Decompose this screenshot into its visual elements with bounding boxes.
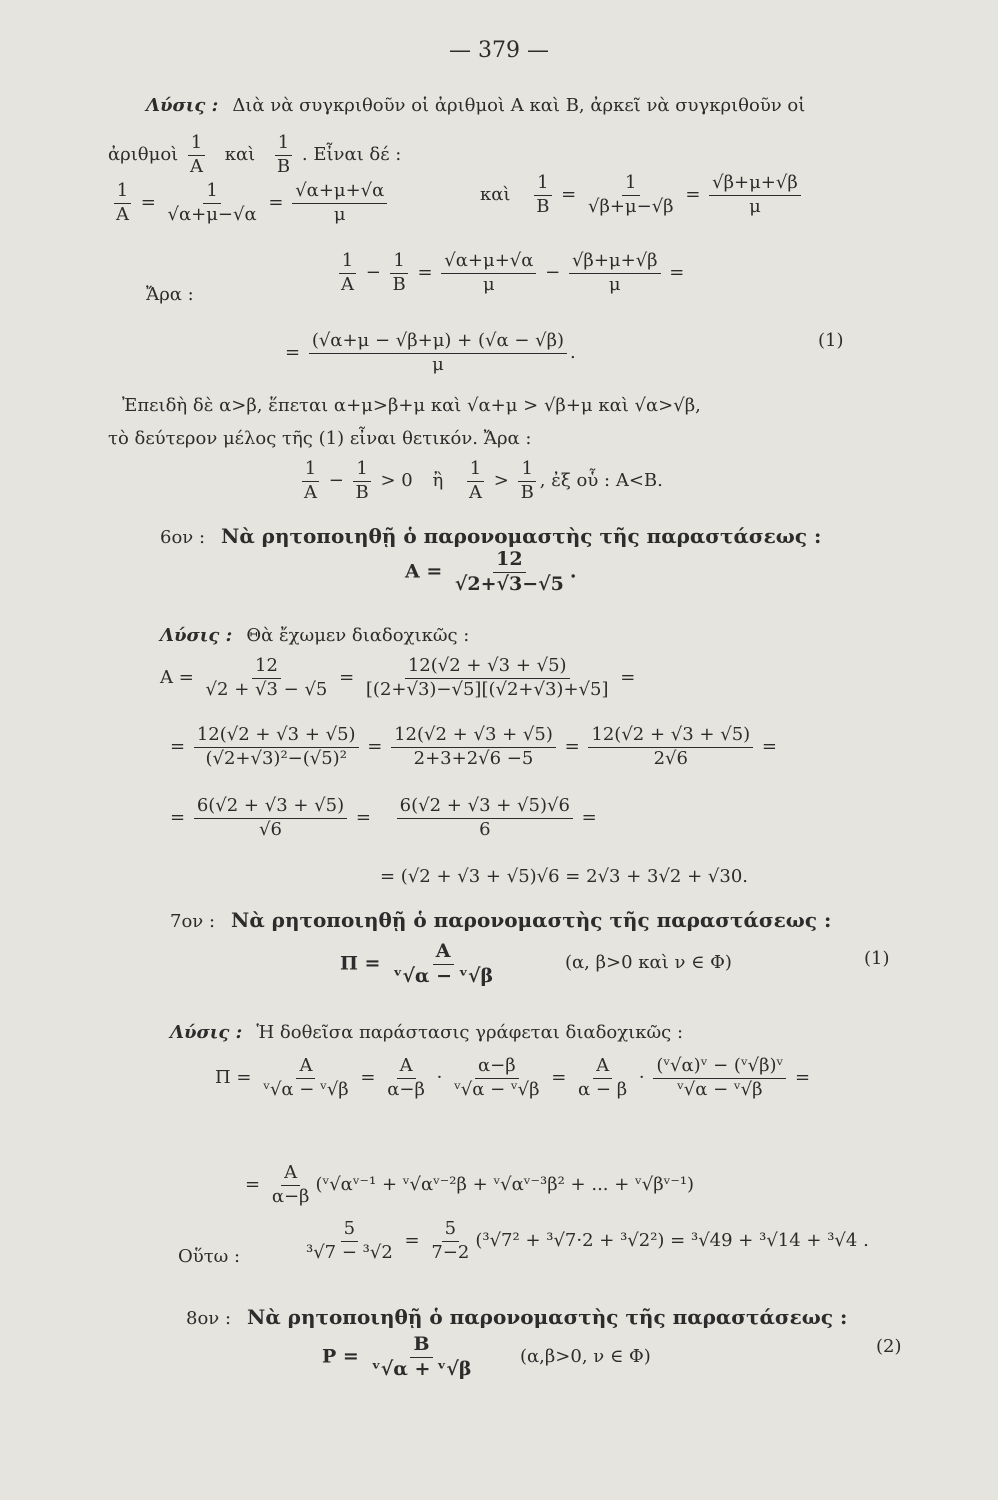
fraction [397, 795, 573, 841]
denominator: (√2+√3)²−(√5)² [205, 747, 347, 769]
solution-label: Λύσις : [170, 1022, 243, 1043]
solution-6-row-1: Α = $\frac{12}{√2 + √3 - √5}$ = $\frac{12(√2 + √3 + √5)}{[(2+√3)-√5][(√2+√3)+√5]}$ = [160, 655, 636, 700]
fraction [113, 180, 132, 226]
fraction [451, 1055, 542, 1101]
fraction [338, 250, 357, 296]
denominator: Β [276, 155, 291, 177]
exercise-text: Νὰ ρητοποιηθῇ ὁ παρονομαστὴς τῆς παραστάσεως : [231, 908, 832, 932]
or-word: ἢ [432, 470, 444, 491]
equation-6: Α = $\frac{12}{√2+√3-√5}$ . [405, 548, 577, 595]
numerator: Α [296, 1055, 315, 1079]
fraction [292, 180, 387, 226]
denominator: ³√7 − ³√2 [306, 1241, 393, 1263]
equation-tag-1: (1) [818, 330, 844, 351]
fraction [194, 724, 359, 770]
numerator: 1 [203, 180, 220, 204]
exercise-number: 7ον : [170, 911, 216, 932]
denominator: 6 [479, 818, 491, 840]
numerator: 12 [493, 548, 525, 573]
exercise-text: Νὰ ρητοποιηθῇ ὁ παρονομαστὴς τῆς παραστάσεως : [221, 524, 822, 548]
fraction [588, 724, 753, 770]
numerator: 1 [353, 458, 370, 482]
exercise-6-heading [160, 524, 821, 548]
solution-label: Λύσις : [160, 625, 233, 646]
numerator: √β+μ+√β [569, 250, 661, 274]
numerator: (√α+μ − √β+μ) + (√α − √β) [309, 330, 567, 354]
solution-text: Ἡ δοθεῖσα παράστασις γράφεται διαδοχικῶς : [256, 1022, 684, 1043]
denominator: √α+μ−√α [167, 203, 257, 225]
fraction [309, 330, 567, 376]
numerator: 12(√2 + √3 + √5) [391, 724, 556, 748]
denominator: ᵛ√α − ᵛ√β [263, 1078, 349, 1100]
fraction [452, 548, 567, 597]
fraction [269, 1162, 313, 1208]
solution-7-row-3: $\frac{5}{\text{³√7 − ³√2}}$ = $\frac{5}{7-2}$ (³√7² + ³√7·2 + ³√2²) = ³√49 + ³√14 + ³√4 . [300, 1218, 869, 1264]
denominator: Β [536, 195, 550, 217]
denominator: ᵛ√α − ᵛ√β [393, 964, 494, 987]
numerator: √α+μ+√α [292, 180, 387, 204]
numerator: Α [397, 1055, 416, 1079]
numerator: √β+μ+√β [709, 172, 801, 196]
fraction [585, 172, 677, 218]
equation-tag-8: (2) [876, 1336, 902, 1357]
fraction [709, 172, 801, 218]
lhs: P = [322, 1345, 359, 1368]
since-line-2: τὸ δεύτερον μέλος τῆς (1) εἶναι θετικόν. Ἄρα : [108, 428, 532, 449]
sum-expression: (ᵛ√αᵛ⁻¹ + ᵛ√αᵛ⁻²β + ᵛ√αᵛ⁻³β² + ... + ᵛ√βᵛ⁻¹) [315, 1174, 695, 1195]
equation-tag-7: (1) [864, 948, 890, 969]
page-number: — 379 — [449, 38, 549, 63]
solution-text: Θὰ ἔχωμεν διαδοχικῶς : [246, 625, 470, 646]
numerator: Α [281, 1162, 300, 1186]
intro-line-1 [146, 95, 805, 116]
denominator: α−β [271, 1185, 310, 1207]
solution-7-row-2: = $\frac{A}{\alpha-\beta}$ (ᵛ√αᵛ⁻¹ + ᵛ√αᵛ⁻²β + ᵛ√αᵛ⁻³β² + ... + ᵛ√βᵛ⁻¹) [245, 1162, 695, 1207]
fraction [518, 458, 537, 504]
denominator: ᵛ√α + ᵛ√β [371, 1357, 472, 1380]
fraction [390, 250, 409, 296]
conjunction: καὶ [480, 184, 511, 205]
denominator: ᵛ√α − ᵛ√β [454, 1078, 540, 1100]
exercise-8-heading [186, 1305, 847, 1329]
fraction [466, 458, 485, 504]
denominator: μ [749, 195, 761, 217]
denominator: Β [355, 481, 369, 503]
lhs: Α = [405, 560, 443, 583]
numerator: 12 [252, 655, 281, 679]
exercise-text: Νὰ ρητοποιηθῇ ὁ παρονομαστὴς τῆς παραστάσεως : [247, 1305, 848, 1329]
sum-expression: (³√7² + ³√7·2 + ³√2²) = ³√49 + ³√14 + ³√4 . [475, 1230, 869, 1251]
condition-8: (α,β>0, ν ∈ Φ) [520, 1346, 651, 1367]
outo-label: Οὕτω : [178, 1246, 241, 1267]
numerator: Β [410, 1333, 432, 1358]
lhs: Α = [160, 667, 194, 688]
denominator: Α [304, 481, 317, 503]
denominator: √β+μ−√β [587, 195, 674, 217]
numerator: 1 [302, 458, 319, 482]
equation-inverse-a: $\frac{1}{A}$ = $\frac{1}{√\alpha+\mu-√\alpha}$ = $\frac{√\alpha+\mu+√\alpha}{\mu}$ [110, 180, 390, 226]
numerator: 1 [534, 172, 551, 196]
solution-label: Λύσις : [146, 95, 219, 116]
denominator: 2√6 [653, 747, 688, 769]
exercise-number: 8ον : [186, 1308, 232, 1329]
denominator: α−β [387, 1078, 425, 1100]
denominator: μ [432, 353, 444, 375]
intro-text-post: . Εἶναι δέ : [301, 144, 402, 165]
numerator: 1 [467, 458, 484, 482]
intro-text: Διὰ νὰ συγκριθοῦν οἱ ἀριθμοὶ Α καὶ Β, ἀρκεῖ νὰ συγκριθοῦν οἱ [232, 95, 806, 116]
condition-7: (α, β>0 καὶ ν ∈ Φ) [565, 952, 732, 973]
numerator: Α [433, 940, 454, 965]
numerator: 1 [188, 132, 205, 156]
denominator: μ [608, 273, 621, 295]
denominator: ᵛ√α − ᵛ√β [677, 1078, 763, 1100]
conclusion-text: , ἐξ οὗ : Α<Β. [539, 470, 663, 491]
solution-7-row-1: Π = $\frac{A}{\text{ᵛ√α − ᵛ√β}}$ = $\frac{A}{\alpha-\beta}$ · $\frac{\alpha-\beta}{\text{ᵛ√α − ᵛ√β}}$ = $\frac{A}{\alpha - \beta}$ · $\frac{\text{(ᵛ√α)ᵛ − (ᵛ√β)ᵛ}}{\text{ᵛ√α − ᵛ√β}}$ = [215, 1055, 811, 1100]
numerator: 1 [622, 172, 639, 196]
solution-6-row-4: = (√2 + √3 + √5)√6 = 2√3 + 3√2 + √30. [380, 866, 749, 887]
numerator: 1 [339, 250, 356, 274]
numerator: 5 [442, 1218, 459, 1242]
lhs: Π = [215, 1067, 252, 1088]
fraction [575, 1055, 630, 1101]
numerator: 12(√2 + √3 + √5) [194, 724, 359, 748]
equation-difference: $\frac{1}{A}$ − $\frac{1}{B}$ = $\frac{√\alpha+\mu+√\alpha}{\mu}$ − $\frac{√\beta+\mu+√\beta}{\mu}$ = [335, 250, 684, 296]
numerator: 12(√2 + √3 + √5) [588, 724, 753, 748]
solution-6-row-2: = $\frac{12(√2 + √3 + √5)}{\text{(√2+√3)²−(√5)²}}$ = $\frac{12(√2 + √3 + √5)}{2+3+2√6 -5}$ = $\frac{12(√2 + √3 + √5)}{2√6}$ = [170, 724, 777, 769]
fraction [274, 132, 293, 178]
numerator: 1 [114, 180, 131, 204]
denominator: Α [189, 155, 203, 177]
fraction [301, 458, 320, 504]
denominator: α − β [578, 1078, 628, 1100]
intro-line-2 [108, 132, 401, 178]
equation-8 [322, 1333, 477, 1382]
fraction [368, 1333, 474, 1382]
fraction [391, 724, 556, 770]
equation-7 [340, 940, 499, 989]
fraction [569, 250, 661, 296]
numerator: √α+μ+√α [441, 250, 536, 274]
numerator: 1 [390, 250, 407, 274]
solution-6-intro [160, 625, 469, 646]
exercise-number: 6ον : [160, 527, 206, 548]
fraction [187, 132, 206, 178]
intro-text-pre: ἀριθμοὶ [108, 144, 179, 165]
denominator: μ [483, 273, 495, 295]
fraction [384, 1055, 428, 1101]
denominator: 7−2 [431, 1241, 470, 1263]
numerator: 6(√2 + √3 + √5) [194, 795, 347, 819]
fraction [353, 458, 372, 504]
fraction [260, 1055, 351, 1101]
denominator: μ [333, 203, 346, 225]
denominator: Β [520, 481, 534, 503]
fraction [428, 1218, 472, 1264]
numerator: (ᵛ√α)ᵛ − (ᵛ√β)ᵛ [653, 1055, 786, 1079]
fraction [363, 655, 612, 701]
denominator: Β [392, 273, 406, 295]
equation-inverse-b: καὶ $\frac{1}{B}$ = $\frac{1}{√\beta+\mu-√\beta}$ = $\frac{√\beta+\mu+√\beta}{\mu}$ [480, 172, 804, 218]
ara-label: Ἄρα : [146, 284, 194, 305]
numerator: 1 [518, 458, 535, 482]
numerator: α−β [475, 1055, 519, 1079]
fraction [165, 180, 260, 226]
numerator: 12(√2 + √3 + √5) [405, 655, 570, 679]
fraction [653, 1055, 786, 1101]
fraction [390, 940, 496, 989]
since-line-1: Ἐπειδὴ δὲ α>β, ἕπεται α+μ>β+μ καὶ √α+μ > √β+μ καὶ √α>√β, [122, 395, 701, 416]
lhs: Π = [340, 952, 381, 975]
fraction [533, 172, 552, 218]
exercise-7-heading [170, 908, 831, 932]
conjunction: καὶ [224, 144, 256, 165]
numerator: Α [593, 1055, 612, 1079]
numerator: 6(√2 + √3 + √5)√6 [397, 795, 573, 819]
denominator: Α [341, 273, 354, 295]
equation-1: = $\frac{(√\alpha+\mu - √\beta+\mu) + (√\alpha - √\beta)}{\mu}$ . [285, 330, 576, 375]
fraction [441, 250, 536, 296]
denominator: [(2+√3)−√5][(√2+√3)+√5] [365, 678, 609, 700]
solution-7-intro [170, 1022, 683, 1043]
denominator: Α [469, 481, 483, 503]
numerator: 1 [275, 132, 292, 156]
fraction [203, 655, 331, 701]
denominator: 2+3+2√6 −5 [413, 747, 534, 769]
solution-6-row-3: = $\frac{6(√2 + √3 + √5)}{√6}$ = $\frac{6(√2 + √3 + √5)√6}{6}$ = [170, 795, 597, 840]
denominator: √2+√3−√5 [454, 572, 564, 595]
denominator: √6 [259, 818, 282, 840]
equation-conclusion: $\frac{1}{A}$ − $\frac{1}{B}$ > 0 ἢ $\frac{1}{A}$ > $\frac{1}{B}$ , ἐξ οὗ : Α<Β. [298, 458, 663, 504]
fraction [194, 795, 347, 841]
denominator: Α [116, 203, 129, 225]
inequality: > 0 [380, 470, 413, 491]
denominator: √2 + √3 − √5 [205, 678, 328, 700]
fraction [303, 1218, 396, 1264]
numerator: 5 [341, 1218, 358, 1242]
